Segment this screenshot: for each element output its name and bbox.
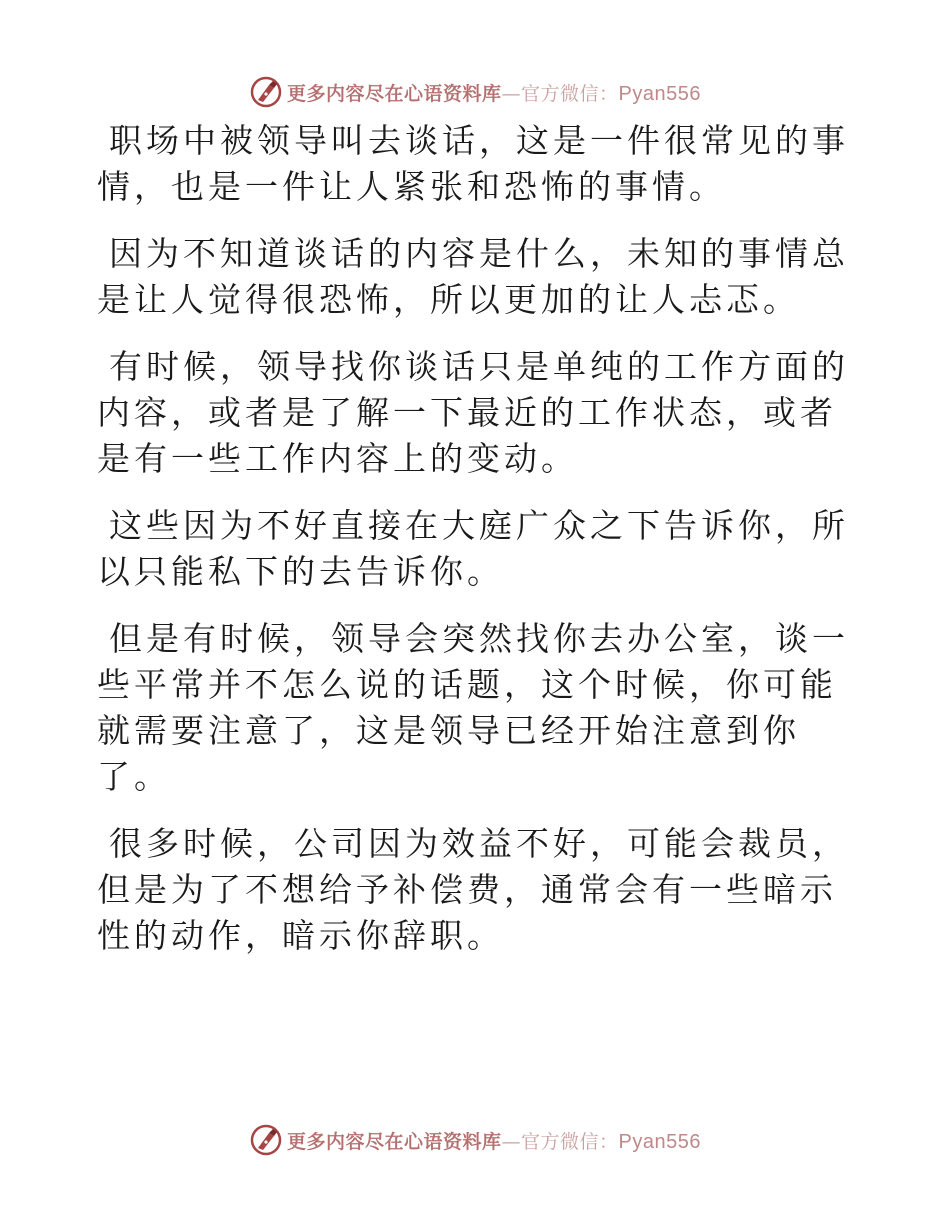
watermark-contact: 官方微信：: [521, 82, 619, 105]
watermark-footer: [0, 1120, 950, 1160]
watermark-wechat-id: Pyan556: [618, 82, 701, 105]
watermark-contact: 官方微信：: [521, 1130, 619, 1153]
watermark-text: [287, 79, 701, 106]
watermark-separator: —: [501, 1130, 522, 1153]
watermark-site: 更多内容尽在心语资料库: [287, 1130, 502, 1153]
paragraph: 很多时候，公司因为效益不好，可能会裁员，但是为了不想给予补偿费，通常会有一些暗示性的动作，暗示你辞职。: [97, 824, 849, 955]
pen-nib-logo-icon: [249, 1123, 283, 1157]
document-body: [97, 118, 857, 980]
paragraph: 因为不知道谈话的内容是什么，未知的事情总是让人觉得很恐怖，所以更加的让人忐忑。: [97, 234, 849, 319]
pen-nib-logo-icon: [249, 75, 283, 109]
watermark-text: [287, 1127, 701, 1154]
watermark-header: [0, 72, 950, 112]
paragraph: 有时候，领导找你谈话只是单纯的工作方面的内容，或者是了解一下最近的工作状态，或者是有一些工作内容上的变动。: [97, 347, 849, 478]
paragraph: 职场中被领导叫去谈话，这是一件很常见的事情，也是一件让人紧张和恐怖的事情。: [97, 121, 849, 206]
paragraph: 但是有时候，领导会突然找你去办公室，谈一些平常并不怎么说的话题，这个时候，你可能就需要注意了，这是领导已经开始注意到你了。: [97, 619, 849, 796]
paragraph: 这些因为不好直接在大庭广众之下告诉你，所以只能私下的去告诉你。: [97, 506, 849, 591]
watermark-wechat-id: Pyan556: [618, 1130, 701, 1153]
watermark-site: 更多内容尽在心语资料库: [287, 82, 502, 105]
watermark-separator: —: [501, 82, 522, 105]
